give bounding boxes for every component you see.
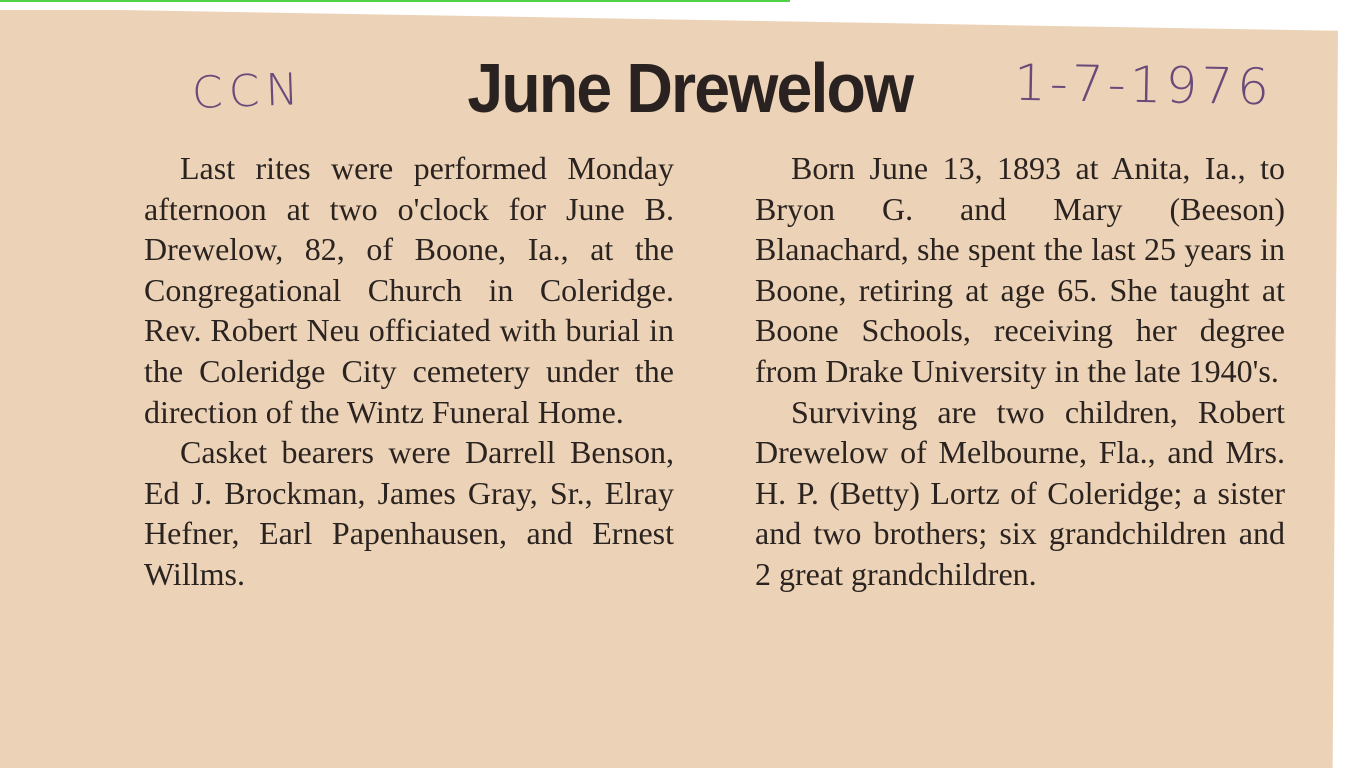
right-column <box>755 148 1285 595</box>
paragraph-survivors: Surviving are two children, Robert Drewelow of Melbourne, Fla., and Mrs. H. P. (Betty) Lortz of Coleridge; a sister and two brothers; six grandchildren and 2 great grandchildren. <box>755 393 1285 592</box>
headline: June Drewelow <box>467 49 913 127</box>
paragraph-casket-bearers: Casket bearers were Darrell Benson, Ed J. Brockman, James Gray, Sr., Elray Hefner, Earl Papenhausen, and Ernest Willms. <box>144 434 674 592</box>
left-column <box>144 148 674 595</box>
handwritten-code: CCN <box>191 64 306 119</box>
handwritten-date: 1-7-1976 <box>1013 53 1274 117</box>
paragraph-last-rites: Last rites were performed Monday afternoon at two o'clock for June B. Drewelow, 82, of Boone, Ia., at the Congregational Church in Coleridge. Rev. Robert Neu officiated with burial in the Coleridge City cemetery under the direction of the Wintz Funeral Home. <box>144 150 674 430</box>
paragraph-biography: Born June 13, 1893 at Anita, Ia., to Bryon G. and Mary (Beeson) Blanachard, she spent the last 25 years in Boone, retiring at age 65. She taught at Boone Schools, receiving her degree from Drake University in the late 1940's. <box>755 150 1285 389</box>
scan-top-edge <box>0 0 790 10</box>
